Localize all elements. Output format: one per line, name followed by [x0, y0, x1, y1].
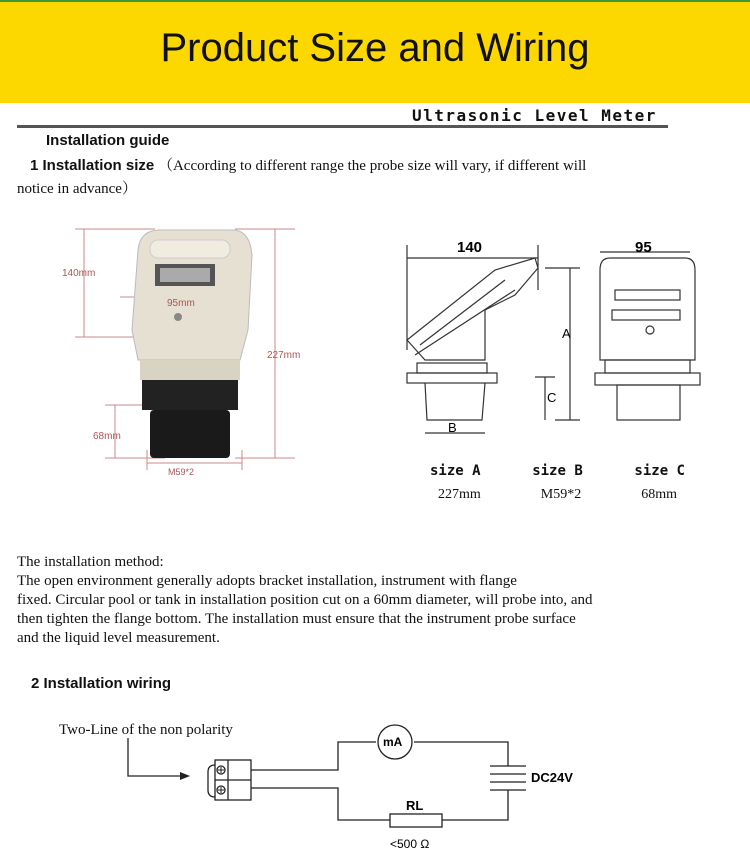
size-table-values — [430, 487, 685, 503]
resistor-value: <500 Ω — [390, 837, 430, 851]
method-line: then tighten the flange bottom. The installation must ensure that the instrument probe surface — [17, 611, 576, 627]
size-table-headers — [430, 463, 685, 479]
drawing-label-b: B — [448, 420, 457, 435]
method-line: The installation method: — [17, 554, 164, 570]
supply-label: DC24V — [531, 770, 573, 785]
ammeter-label: mA — [383, 735, 403, 749]
title-rule — [17, 125, 668, 128]
size-header: size B — [532, 463, 583, 479]
section1-line — [30, 156, 586, 176]
section2-title: 2 Installation wiring — [31, 675, 172, 692]
method-line: fixed. Circular pool or tank in installation position cut on a 60mm diameter, will probe into, and — [17, 592, 593, 608]
method-line: The open environment generally adopts bracket installation, instrument with flange — [17, 573, 517, 589]
size-value: 68mm — [641, 487, 677, 502]
size-value: 227mm — [438, 487, 481, 502]
wiring-diagram — [40, 710, 600, 860]
document-title: Ultrasonic Level Meter — [412, 106, 657, 125]
photo-width-label: 95mm — [167, 298, 195, 309]
banner-title: Product Size and Wiring — [160, 26, 590, 70]
size-header: size C — [634, 463, 685, 479]
banner — [0, 0, 750, 103]
size-header: size A — [430, 463, 481, 479]
installation-method — [17, 553, 593, 648]
drawing-label-a: A — [562, 326, 571, 341]
drawing-width-95: 95 — [635, 239, 652, 256]
photo-thread-label: M59*2 — [168, 467, 195, 477]
method-line: and the liquid level measurement. — [17, 630, 220, 646]
drawing-label-c: C — [547, 390, 557, 405]
technical-drawing — [395, 230, 725, 445]
photo-height-label: 140mm — [62, 268, 96, 279]
size-table — [430, 463, 685, 503]
drawing-width-140: 140 — [457, 239, 483, 256]
size-value: M59*2 — [540, 487, 582, 502]
resistor-label: RL — [406, 798, 424, 813]
photo-probe-label: 68mm — [93, 431, 121, 442]
product-photo-diagram — [60, 220, 340, 490]
wiring-label: Two-Line of the non polarity — [59, 722, 233, 738]
photo-total-label: 227mm — [267, 350, 301, 361]
section1-note-cont: notice in advance） — [17, 181, 137, 197]
section1-note: （According to different range the probe size will vary, if different will — [157, 158, 587, 174]
installation-guide-heading: Installation guide — [46, 132, 170, 149]
section1-title: 1 Installation size — [30, 157, 155, 174]
